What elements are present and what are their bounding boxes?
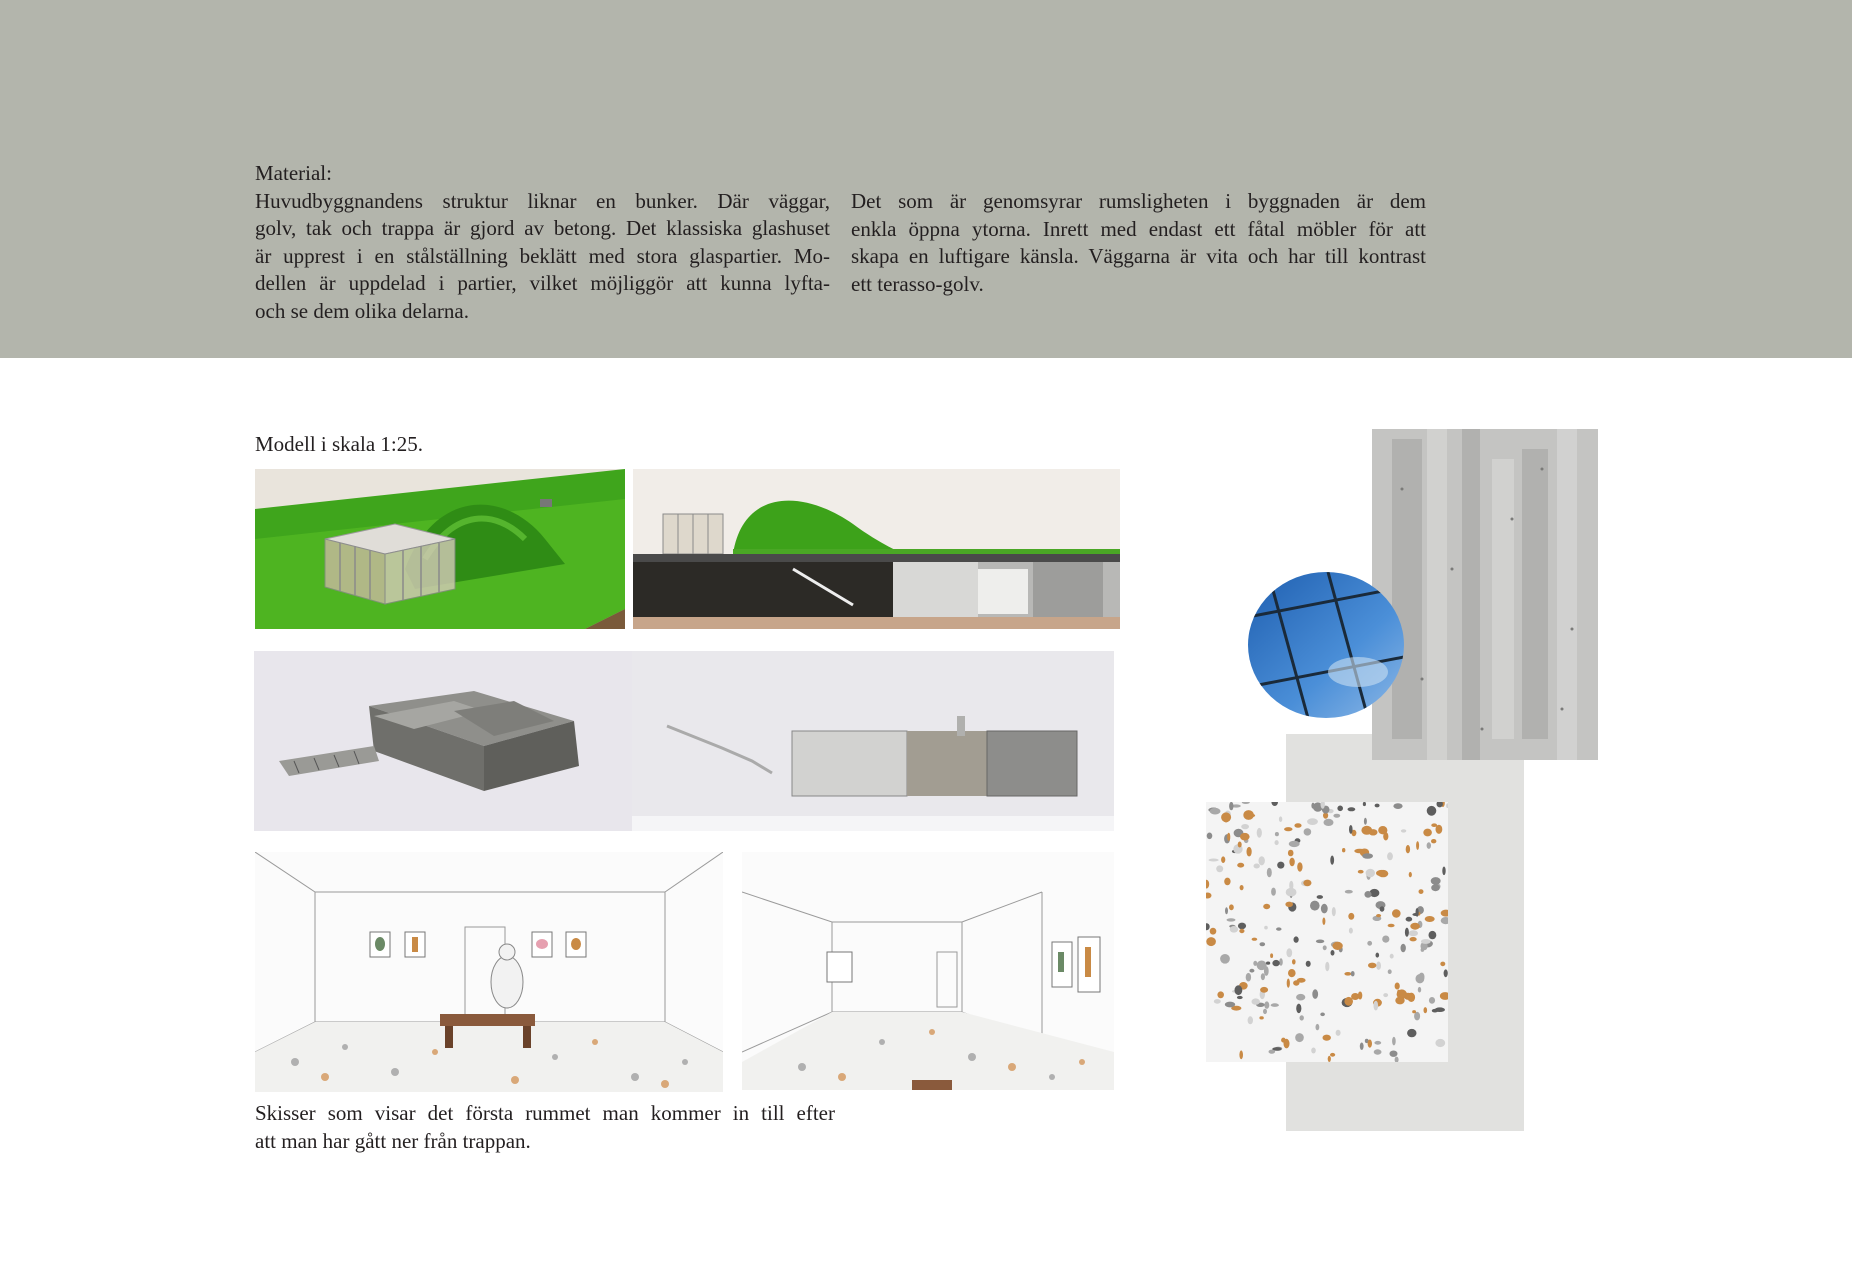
glass-facade-swatch	[1248, 572, 1404, 718]
model-caption: Modell i skala 1:25.	[255, 432, 423, 456]
material-column-right	[851, 188, 1426, 298]
terrazzo-swatch	[1206, 802, 1448, 1062]
model-photo-grass-greenhouse	[255, 469, 625, 629]
concrete-swatch	[1372, 429, 1598, 760]
material-column-left	[255, 160, 830, 325]
model-photo-cardboard-top	[254, 651, 632, 831]
material-line: Huvudbyggnandens struktur liknar en bunker. Där väggar,	[255, 188, 830, 213]
model-photo-cardboard-side	[632, 651, 1114, 831]
material-line: golv, tak och trappa är gjord av betong. Det klassiska glashuset	[255, 216, 830, 240]
material-line: är upprest i en stålställning beklätt med stora glaspartier. Mo-	[255, 243, 830, 268]
material-line: och se dem olika delarna.	[255, 298, 469, 323]
model-photo-section	[633, 469, 1120, 629]
material-heading: Material:	[255, 161, 332, 185]
sketch-caption-line: att man har gått ner från trappan.	[255, 1128, 531, 1153]
room-sketch-bench	[255, 852, 723, 1092]
material-line: Det som är genomsyrar rumsligheten i byggnaden är dem	[851, 189, 1426, 213]
sketch-caption-line: Skisser som visar det första rummet man kommer in till efter	[255, 1101, 835, 1125]
material-line: dellen är uppdelad i partier, vilket möjliggör att kunna lyfta-	[255, 271, 830, 295]
material-line: skapa en luftigare känsla. Väggarna är vita och har till kontrast	[851, 244, 1426, 268]
material-line: ett terasso-golv.	[851, 271, 984, 296]
room-sketch-corner	[742, 852, 1114, 1090]
material-line: enkla öppna ytorna. Inrett med endast ett fåtal möbler för att	[851, 216, 1426, 241]
sketch-caption	[255, 1100, 835, 1155]
